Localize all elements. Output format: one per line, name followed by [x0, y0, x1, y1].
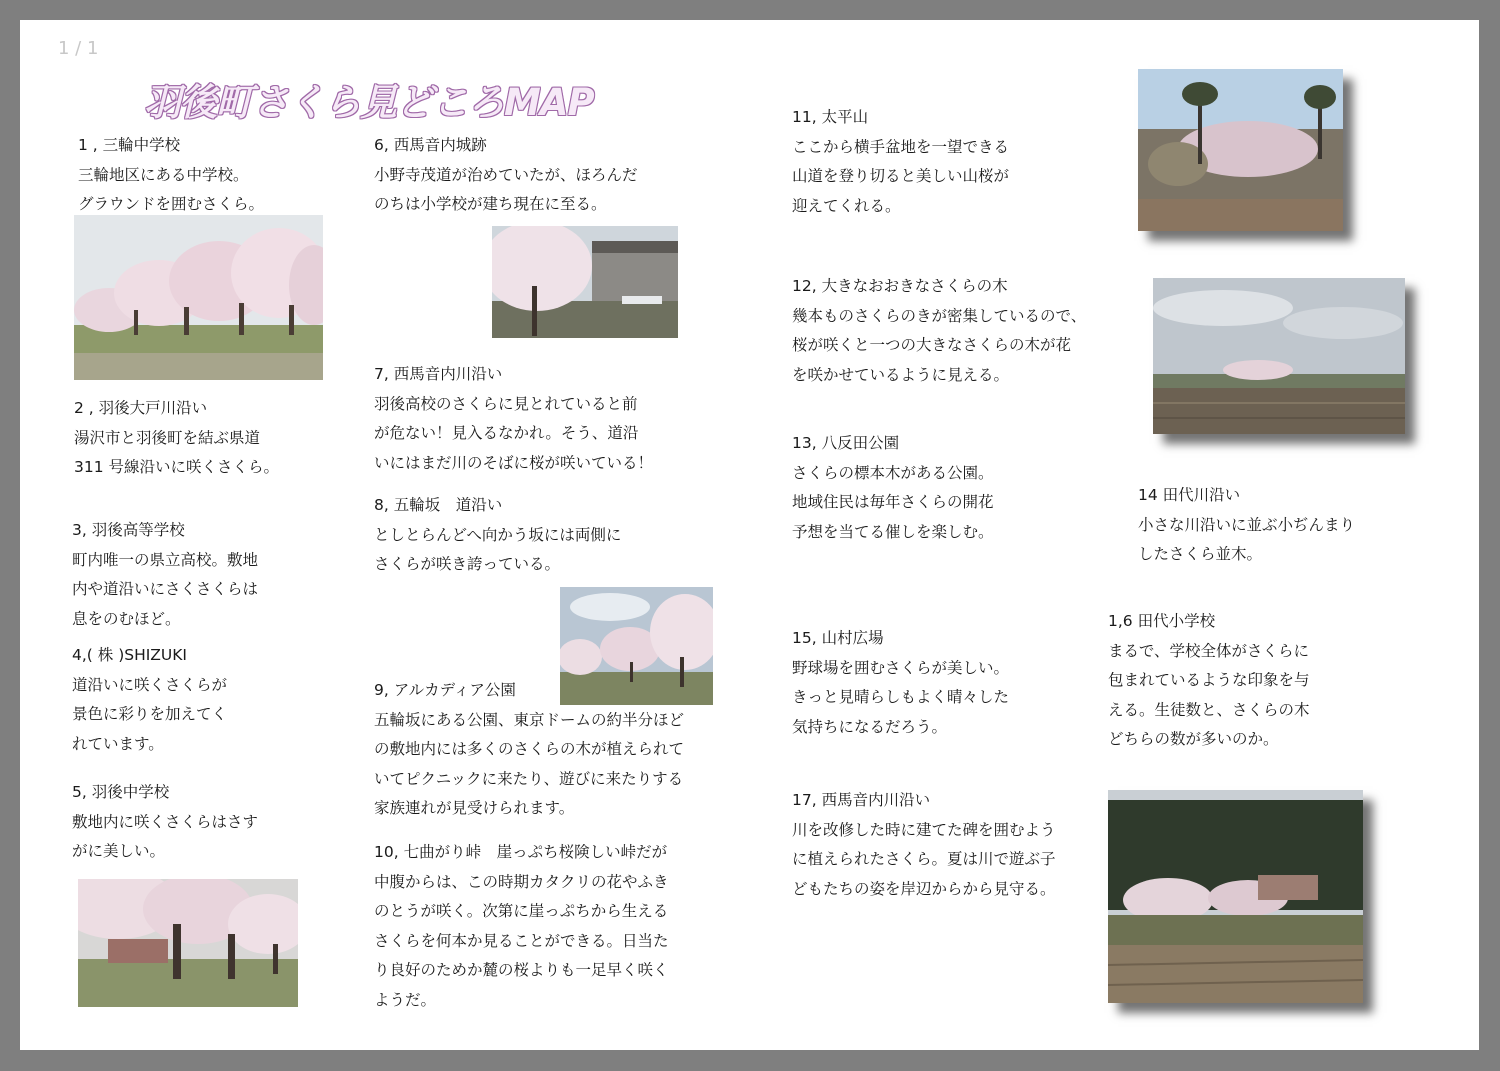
spot-description-line: 桜が咲くと一つの大きなさくらの木が花: [792, 336, 1072, 354]
spot-heading: 13, 八反田公園: [792, 434, 900, 452]
spot-description-line: 幾本ものさくらのきが密集しているので、: [792, 306, 1087, 325]
spot-description-line: どもたちの姿を岸辺からから見守る。: [792, 879, 1056, 898]
page-title: 羽後町さくら見どころMAP: [144, 81, 594, 124]
spot-7-text: [374, 360, 653, 478]
spot-description-line: 内や道沿いにさくさくらは: [72, 580, 259, 598]
spot-description-line: したさくら並木。: [1138, 545, 1263, 563]
spot-description-line: 五輪坂にある公園、東京ドームの約半分ほど: [374, 710, 685, 729]
photo-spot-5: [78, 879, 298, 1007]
spot-10-text: [374, 838, 669, 1015]
spot-description-line: としとらんどへ向かう坂には両側に: [374, 525, 622, 544]
page-indicator: 1 / 1: [58, 38, 99, 59]
spot-5-text: [72, 778, 258, 867]
spot-heading: 12, 大きなおおきなさくらの木: [792, 277, 1008, 295]
spot-description-line: 迎えてくれる。: [792, 196, 901, 215]
spot-description-line: きっと見晴らしもよく晴々した: [792, 688, 1010, 706]
spot-description-line: 予想を当てる催しを楽しむ。: [792, 522, 994, 541]
spot-description-line: 小野寺茂道が治めていたが、ほろんだ: [374, 165, 638, 184]
spot-12-text: [792, 272, 1086, 390]
spot-description-line: ここから横手盆地を一望できる: [792, 137, 1010, 156]
spot-description-line: どちらの数が多いのか。: [1108, 730, 1279, 748]
spot-description-line: に植えられたさくら。夏は川で遊ぶ子: [792, 850, 1056, 868]
spot-description-line: 川を改修した時に建てた碑を囲むよう: [792, 820, 1056, 839]
spot-description-line: いにはまだ川のそばに桜が咲いている！: [374, 453, 654, 472]
spot-description-line: がに美しい。: [72, 842, 166, 860]
spot-description-line: 中腹からは、この時期カタクリの花やふき: [374, 872, 669, 891]
spot-heading: 3, 羽後高等学校: [72, 521, 185, 539]
spot-description-line: 三輪地区にある中学校。: [78, 165, 249, 184]
spot-description-line: グラウンドを囲むさくら。: [78, 195, 265, 213]
spot-description-line: 小さな川沿いに並ぶ小ぢんまり: [1138, 515, 1356, 534]
photo-spot-1: [74, 215, 323, 380]
spot-description-line: のとうが咲く。次第に崖っぷちから生える: [374, 902, 669, 920]
spot-11-text: [792, 103, 1009, 221]
spot-description-line: 包まれているような印象を与: [1108, 671, 1310, 689]
spot-14-text: [1138, 481, 1355, 570]
spot-3-text: [72, 516, 258, 634]
photo-spot-6: [492, 226, 678, 338]
spot-description-line: の敷地内には多くのさくらの木が植えられて: [374, 740, 685, 758]
spot-description-line: 家族連れが見受けられます。: [374, 799, 575, 817]
spot-17-text: [792, 786, 1056, 904]
spot-description-line: 野球場を囲むさくらが美しい。: [792, 658, 1010, 677]
spot-description-line: 羽後高校のさくらに見とれていると前: [374, 394, 638, 413]
spot-13-text: [792, 429, 994, 547]
spot-heading: 7, 西馬音内川沿い: [374, 365, 503, 383]
spot-heading: 2 , 羽後大戸川沿い: [74, 399, 208, 417]
spot-heading: 5, 羽後中学校: [72, 783, 170, 801]
spot-1-text: [78, 131, 264, 220]
spot-description-line: が危ない！見入るなかれ。そう、道沿: [374, 424, 639, 442]
spot-heading: 15, 山村広場: [792, 629, 884, 647]
spot-description-line: 息をのむほど。: [72, 609, 181, 628]
spot-8-text: [374, 491, 621, 580]
spot-description-line: を咲かせているように見える。: [792, 365, 1010, 384]
spot-description-line: さくらを何本か見ることができる。日当た: [374, 931, 669, 950]
spot-heading: 10, 七曲がり峠 崖っぷち桜険しい峠だが: [374, 843, 668, 861]
spot-heading: 4,( 株 )SHIZUKI: [72, 646, 188, 664]
spot-description-line: 景色に彩りを加えてく: [72, 705, 228, 723]
spot-description-line: 道沿いに咲くさくらが: [72, 675, 228, 694]
photo-spot-11: [1138, 69, 1343, 231]
spot-heading: 17, 西馬音内川沿い: [792, 791, 931, 809]
spot-6-text: [374, 131, 638, 220]
spot-description-line: 気持ちになるだろう。: [792, 717, 948, 736]
spot-description-line: 地域住民は毎年さくらの開花: [792, 493, 994, 511]
photo-spot-17: [1108, 790, 1363, 1003]
spot-description-line: いてピクニックに来たり、遊びに来たりする: [374, 769, 684, 788]
spot-heading: 1,6 田代小学校: [1108, 612, 1216, 630]
spot-2-text: [74, 394, 279, 483]
spot-description-line: り良好のためか麓の桜よりも一足早く咲く: [374, 961, 669, 979]
spot-heading: 8, 五輪坂 道沿い: [374, 496, 503, 514]
spot-description-line: ようだ。: [374, 990, 437, 1009]
spot-heading: 6, 西馬音内城跡: [374, 136, 487, 154]
spot-description-line: さくらが咲き誇っている。: [374, 555, 561, 573]
document-page: [20, 20, 1479, 1050]
spot-description-line: さくらの標本木がある公園。: [792, 463, 994, 482]
spot-16-text: [1108, 607, 1310, 755]
spot-15-text: [792, 624, 1009, 742]
spot-heading: 14 田代川沿い: [1138, 486, 1241, 504]
spot-description-line: 湯沢市と羽後町を結ぶ県道: [74, 428, 261, 447]
spot-heading: 9, アルカディア公園: [374, 681, 516, 699]
spot-description-line: 敷地内に咲くさくらはさす: [72, 812, 259, 831]
spot-description-line: れています。: [72, 734, 164, 753]
spot-heading: 1 , 三輪中学校: [78, 136, 181, 154]
spot-description-line: 町内唯一の県立高校。敷地: [72, 550, 259, 569]
spot-description-line: 311 号線沿いに咲くさくら。: [74, 458, 280, 476]
spot-4-text: [72, 641, 227, 759]
spot-heading: 11, 太平山: [792, 108, 869, 126]
spot-description-line: 山道を登り切ると美しい山桜が: [792, 167, 1010, 185]
spot-description-line: のちは小学校が建ち現在に至る。: [374, 195, 607, 213]
photo-spot-12: [1153, 278, 1405, 434]
spot-description-line: まるで、学校全体がさくらに: [1108, 641, 1310, 660]
photo-spot-9: [560, 587, 713, 705]
spot-description-line: える。生徒数と、さくらの木: [1108, 700, 1310, 719]
